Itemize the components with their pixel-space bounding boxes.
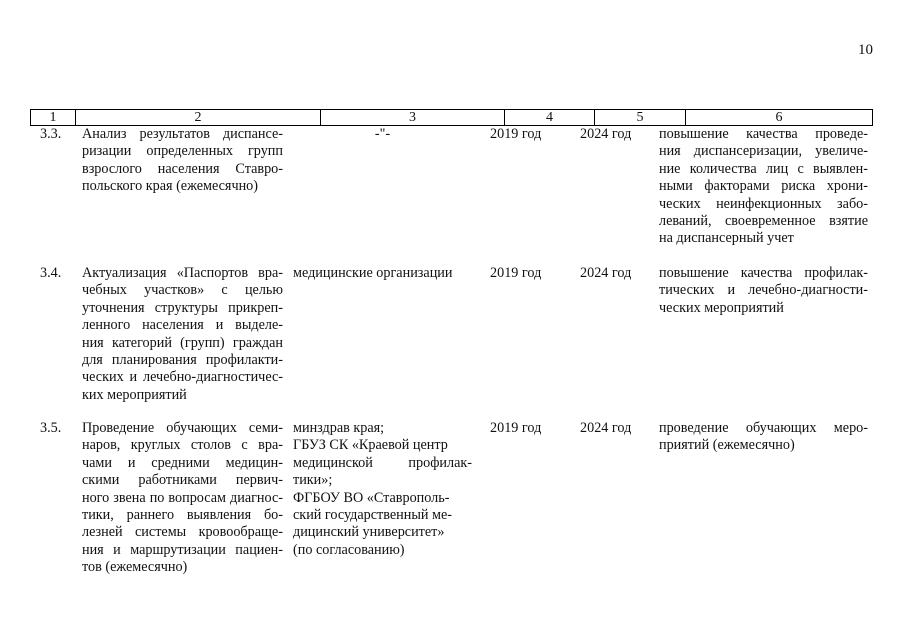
result-line: приятий (ежемесячно) bbox=[659, 437, 795, 454]
end-year: 2024 год bbox=[580, 420, 632, 436]
activity-description bbox=[82, 265, 283, 404]
description-line: тов (ежемесячно) bbox=[82, 559, 188, 576]
description-line: уточнения структуры прикреп- bbox=[82, 299, 283, 316]
description-line: взрослого населения Ставро- bbox=[82, 160, 283, 177]
description-line: Анализ результатов диспансе- bbox=[82, 126, 283, 142]
description-line: лезней системы кровообраще- bbox=[82, 524, 283, 541]
description-line: ленного населения и выделе- bbox=[82, 317, 283, 334]
responsible-line: ский государственный ме- bbox=[293, 507, 453, 524]
description-line: ния и маршрутизации пациен- bbox=[82, 541, 283, 558]
result-line: ческих мероприятий bbox=[659, 299, 784, 316]
responsible-line: тики»; bbox=[293, 472, 333, 489]
page-number: 10 bbox=[858, 42, 873, 58]
description-line: Актуализация «Паспортов вра- bbox=[82, 265, 283, 281]
table-header-row bbox=[30, 109, 873, 126]
result-line: тических и лечебно-диагности- bbox=[659, 282, 868, 299]
row-number: 3.5. bbox=[40, 420, 62, 436]
description-line: для планирования профилакти- bbox=[82, 352, 283, 369]
description-line: чебных участков» с целью bbox=[82, 282, 283, 299]
start-year: 2019 год bbox=[490, 265, 542, 281]
description-line: чами и средними медицин- bbox=[82, 454, 283, 471]
row-number: 3.3. bbox=[40, 126, 62, 142]
description-line: наров, круглых столов с вра- bbox=[82, 437, 283, 454]
column-header-6: 6 bbox=[685, 110, 872, 125]
responsible-line: дицинский университет» bbox=[293, 524, 445, 541]
expected-result bbox=[659, 126, 868, 248]
description-line: тики, раннего выявления бо- bbox=[82, 507, 283, 524]
description-line: Проведение обучающих семи- bbox=[82, 420, 283, 436]
activity-description bbox=[82, 126, 283, 196]
description-line: ких мероприятий bbox=[82, 386, 187, 403]
column-header-4: 4 bbox=[504, 110, 594, 125]
result-line: повышение качества профилак- bbox=[659, 265, 868, 281]
result-line: повышение качества проведе- bbox=[659, 126, 868, 142]
expected-result bbox=[659, 265, 868, 317]
responsible-line: (по согласованию) bbox=[293, 541, 405, 558]
column-header-5: 5 bbox=[594, 110, 685, 125]
end-year: 2024 год bbox=[580, 126, 632, 142]
description-line: ного звена по вопросам диагнос- bbox=[82, 489, 283, 506]
column-header-2: 2 bbox=[75, 110, 320, 125]
result-line: леваний, своевременное взятие bbox=[659, 213, 868, 230]
end-year: 2024 год bbox=[580, 265, 632, 281]
responsible-executor bbox=[293, 265, 472, 282]
responsible-line: медицинские организации bbox=[293, 265, 453, 281]
result-line: ными факторами риска хрони- bbox=[659, 178, 868, 195]
description-line: ния категорий (групп) граждан bbox=[82, 334, 283, 351]
expected-result bbox=[659, 420, 868, 455]
responsible-line: ФГБОУ ВО «Ставрополь- bbox=[293, 489, 450, 506]
result-line: ческих неинфекционных забо- bbox=[659, 195, 868, 212]
description-line: скими работниками первич- bbox=[82, 472, 283, 489]
result-line: на диспансерный учет bbox=[659, 230, 794, 247]
row-number: 3.4. bbox=[40, 265, 62, 281]
start-year: 2019 год bbox=[490, 420, 542, 436]
responsible-line: ГБУЗ СК «Краевой центр bbox=[293, 437, 448, 454]
column-header-3: 3 bbox=[320, 110, 504, 125]
result-line: ния диспансеризации, увеличе- bbox=[659, 143, 868, 160]
start-year: 2019 год bbox=[490, 126, 542, 142]
description-line: ризации определенных групп bbox=[82, 143, 283, 160]
description-line: ческих и лечебно-диагностичес- bbox=[82, 369, 283, 386]
activity-description bbox=[82, 420, 283, 577]
responsible-line: медицинской профилак- bbox=[293, 454, 472, 471]
column-header-1: 1 bbox=[49, 110, 57, 125]
responsible-line: минздрав края; bbox=[293, 420, 385, 436]
result-line: ние количества лиц с выявлен- bbox=[659, 160, 868, 177]
description-line: польского края (ежемесячно) bbox=[82, 178, 259, 195]
result-line: проведение обучающих меро- bbox=[659, 420, 868, 436]
responsible-executor bbox=[293, 420, 472, 559]
responsible-ditto-mark: -"- bbox=[374, 126, 391, 142]
